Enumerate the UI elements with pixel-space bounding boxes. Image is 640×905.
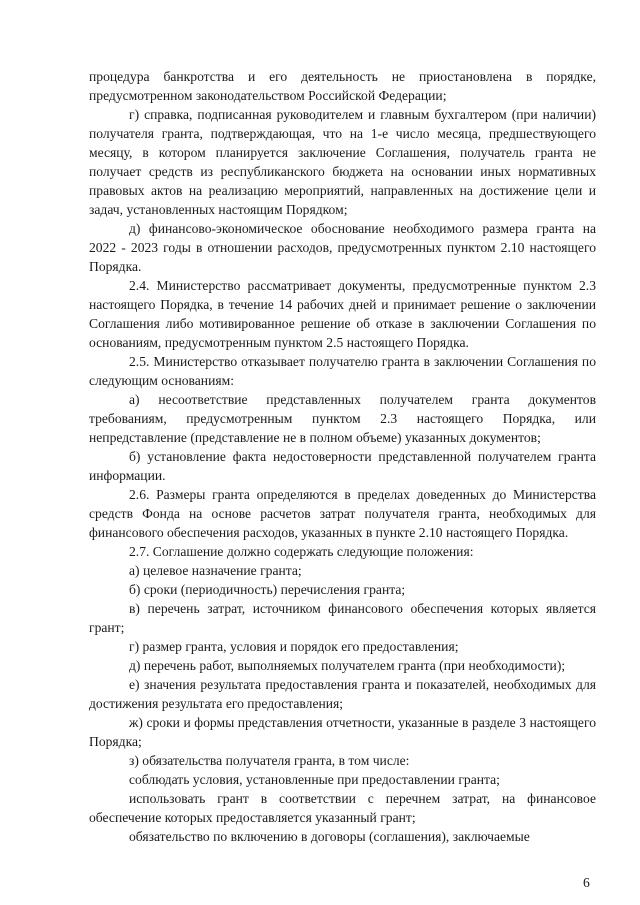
paragraph-2-7-zh: ж) сроки и формы представления отчетности, указанные в разделе 3 настоящего Порядка; xyxy=(89,715,596,749)
paragraph-2-6: 2.6. Размеры гранта определяются в пределах доведенных до Министерства средств Фонда на основе расчетов затрат получателя гранта, необходимых для финансового обеспечения расходов, указанных в пункте 2.10 настоящего Порядка. xyxy=(89,487,596,540)
paragraph-bankruptcy-continuation: процедура банкротства и его деятельность не приостановлена в порядке, предусмотренном законодательством Российской Федерации; xyxy=(89,69,596,103)
paragraph-2-7-b: б) сроки (периодичность) перечисления гранта; xyxy=(129,582,406,597)
paragraph-2-7-z: з) обязательства получателя гранта, в том числе: xyxy=(129,753,410,768)
paragraph-2-5: 2.5. Министерство отказывает получателю гранта в заключении Соглашения по следующим основаниям: xyxy=(89,354,596,388)
paragraph-item-d-justification: д) финансово-экономическое обоснование необходимого размера гранта на 2022 - 2023 годы в отношении расходов, предусмотренных пунктом 2.10 настоящего Порядка. xyxy=(89,221,596,274)
paragraph-item-g-certificate: г) справка, подписанная руководителем и главным бухгалтером (при наличии) получателя гранта, подтверждающая, что на 1-е число месяца, предшествующего месяцу, в котором планируется заключение Соглашения, получатель гранта не получает средств из республиканского бюджета на основании иных нормативных правовых актов на реализацию мероприятий, направленных на достижение цели и задач, установленных настоящим Порядком; xyxy=(89,107,596,217)
paragraph-obligation-conditions: соблюдать условия, установленные при предоставлении гранта; xyxy=(129,772,500,787)
paragraph-2-7: 2.7. Соглашение должно содержать следующие положения: xyxy=(129,544,474,559)
paragraph-obligation-use: использовать грант в соответствии с перечнем затрат, на финансовое обеспечение которых предоставляется указанный грант; xyxy=(89,791,596,825)
paragraph-2-7-a: а) целевое назначение гранта; xyxy=(129,563,302,578)
page-number: 6 xyxy=(583,875,590,890)
paragraph-2-5-b: б) установление факта недостоверности представленной получателем гранта информации. xyxy=(89,449,596,483)
paragraph-2-7-e: е) значения результата предоставления гранта и показателей, необходимых для достижения результата его предоставления; xyxy=(89,677,596,711)
paragraph-2-7-v: в) перечень затрат, источником финансового обеспечения которых является грант; xyxy=(89,601,596,635)
paragraph-2-7-g: г) размер гранта, условия и порядок его предоставления; xyxy=(129,639,459,654)
paragraph-2-4: 2.4. Министерство рассматривает документы, предусмотренные пунктом 2.3 настоящего Порядка, в течение 14 рабочих дней и принимает решение о заключении Соглашения либо мотивированное решение об отказе в заключении Соглашения по основаниям, предусмотренным пунктом 2.5 настоящего Порядка. xyxy=(89,278,596,350)
document-body xyxy=(89,67,596,846)
paragraph-2-5-a: а) несоответствие представленных получателем гранта документов требованиям, предусмотренным пунктом 2.3 настоящего Порядка, или непредставление (представление не в полном объеме) указанных документов; xyxy=(89,392,596,445)
paragraph-2-7-d: д) перечень работ, выполняемых получателем гранта (при необходимости); xyxy=(129,658,566,673)
paragraph-obligation-contracts: обязательство по включению в договоры (соглашения), заключаемые xyxy=(129,829,530,844)
